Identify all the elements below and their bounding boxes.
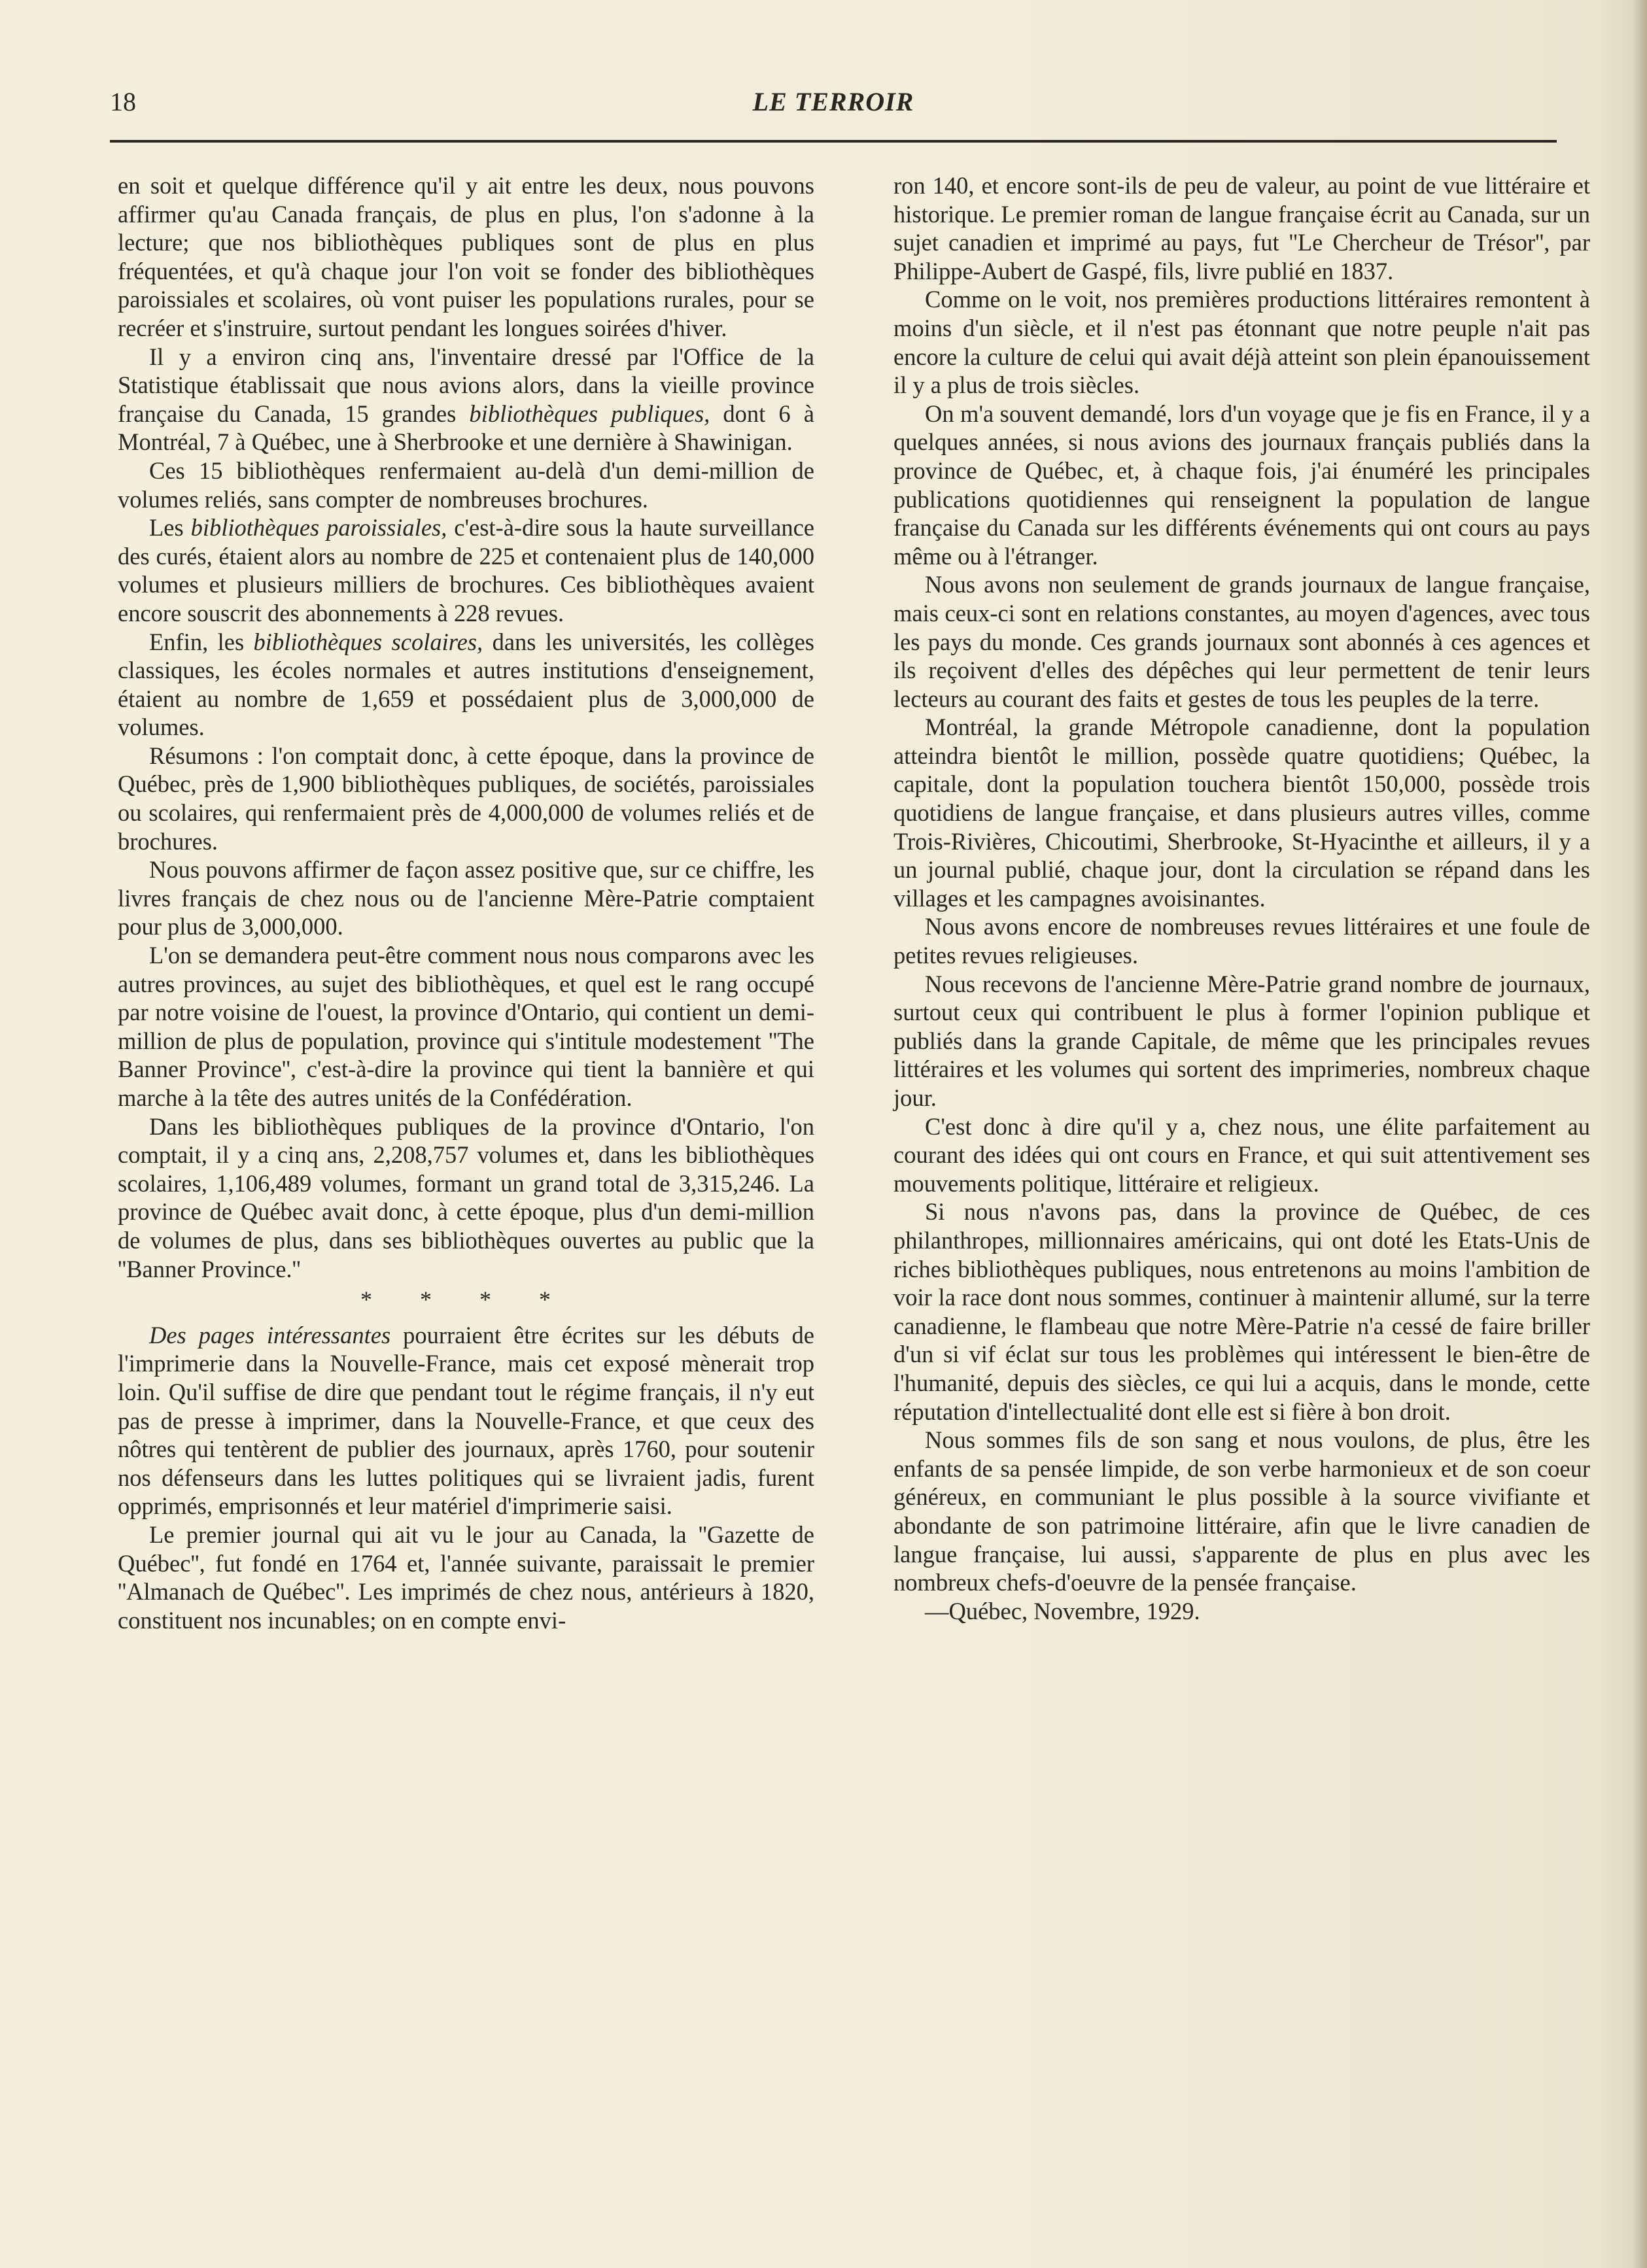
text-run: dont 6 à Montréal, 7 à Québec, une à Sherbrooke et une dernière à Shawinigan. [118, 400, 814, 456]
text-run: dans les universités, les collèges classiques, les écoles normales et autres institutions d'enseignement, étaient au nombre de 1,659 et possédaient plus de 3,000,000 de volumes. [118, 628, 814, 741]
italic-run: bibliothèques publiques, [469, 400, 710, 427]
paragraph: Nous avons encore de nombreuses revues littéraires et une foule de petites revues religieuses. [893, 913, 1590, 969]
section-separator: * * * * [360, 1286, 572, 1313]
text-run: Il y a environ cinq ans, l'inventaire dressé par l'Office de la Statistique établissait que nous avions alors, dans la vieille province française du Canada, 15 grandes [118, 343, 814, 427]
paragraph: ron 140, et encore sont-ils de peu de valeur, au point de vue littéraire et historique. Le premier roman de langue française écrit au Canada, sur un sujet canadien et imprimé au pays, fut ''Le Chercheur de Trésor'', par Philippe-Aubert de Gaspé, fils, livre publié en 1837. [893, 172, 1590, 284]
text-run: Enfin, les [149, 628, 254, 655]
left-column [118, 171, 814, 1634]
paragraph: Comme on le voit, nos premières productions littéraires remontent à moins d'un siècle, et il n'est pas étonnant que notre peuple n'ait pas encore la culture de celui qui avait déjà atteint son plein épanouissement il y a plus de trois siècles. [893, 286, 1590, 399]
paragraph: Dans les bibliothèques publiques de la province d'Ontario, l'on comptait, il y a cinq ans, 2,208,757 volumes et, dans les bibliothèques scolaires, 1,106,489 volumes, formant un grand total de 3,315,246. La province de Québec avait donc, à cette époque, plus d'un demi-million de volumes de plus, dans ses bibliothèques ouvertes au public que la ''Banner Province.'' [118, 1112, 814, 1282]
text-run: pourraient être écrites sur les débuts de l'imprimerie dans la Nouvelle-France, mais cet exposé mènerait trop loin. Qu'il suffise de dire que pendant tout le régime français, il n'y eut pas de presse à imprimer, dans la Nouvelle-France, et que ceux des nôtres qui tentèrent de publier des journaux, après 1760, pour soutenir nos défenseurs dans les luttes politiques qui se livraient jadis, furent opprimés, emprisonnés et leur matériel d'imprimerie saisi. [118, 1321, 814, 1520]
right-column [893, 171, 1590, 1625]
paragraph: Ces 15 bibliothèques renfermaient au-delà d'un demi-million de volumes reliés, sans compter de nombreuses brochures. [118, 456, 814, 513]
header-rule [110, 140, 1557, 143]
paragraph: L'on se demandera peut-être comment nous nous comparons avec les autres provinces, au sujet des bibliothèques, et quel est le rang occupé par notre voisine de l'ouest, la province d'Ontario, qui contient un demi-million de plus de population, province qui s'intitule modestement ''The Banner Province'', c'est-à-dire la province qui tient la bannière et qui marche à la tête des autres unités de la Confédération. [118, 942, 814, 1111]
italic-run: bibliothèques scolaires, [253, 628, 483, 655]
paragraph: On m'a souvent demandé, lors d'un voyage que je fis en France, il y a quelques années, si nous avions des journaux français publiés dans la province de Québec, et, à chaque fois, j'ai énuméré les principales publications quotidiennes qui renseignent la population de langue française du Canada sur les différents événements qui ont cours au pays même ou à l'étranger. [893, 400, 1590, 570]
paragraph: en soit et quelque différence qu'il y ait entre les deux, nous pouvons affirmer qu'au Canada français, de plus en plus, l'on s'adonne à la lecture; que nos bibliothèques publiques sont de plus en plus fréquentées, et qu'à chaque jour l'on voit se fonder des bibliothèques paroissiales et scolaires, où vont puiser les populations rurales, pour se recréer et s'instruire, surtout pendant les longues soirées d'hiver. [118, 172, 814, 341]
paragraph: Nous sommes fils de son sang et nous voulons, de plus, être les enfants de sa pensée limpide, de son verbe harmonieux et de son coeur généreux, en communiant le plus possible à la source vivifiante et abondante de son patrimoine littéraire, afin que le livre canadien de langue française, lui aussi, s'apparente de plus en plus avec les nombreux chefs-d'oeuvre de la pensée française. [893, 1426, 1590, 1596]
paragraph [118, 343, 814, 456]
page-header [110, 80, 1557, 119]
paragraph: Nous recevons de l'ancienne Mère-Patrie grand nombre de journaux, surtout ceux qui contribuent le plus à former l'opinion publique et publiés dans la grande Capitale, de même que les principales revues littéraires et les volumes qui sortent des imprimeries, nombreux chaque jour. [893, 970, 1590, 1111]
paragraph: C'est donc à dire qu'il y a, chez nous, une élite parfaitement au courant des idées qui ont cours en France, et qui suit attentivement ses mouvements politique, littéraire et religieux. [893, 1112, 1590, 1197]
text-run: c'est-à-dire sous la haute surveillance des curés, étaient alors au nombre de 225 et contenaient plus de 140,000 volumes et plusieurs milliers de brochures. Ces bibliothèques avaient encore souscrit des abonnements à 228 revues. [118, 514, 814, 627]
page-number: 18 [110, 87, 136, 116]
paragraph: Nous avons non seulement de grands journaux de langue française, mais ceux-ci sont en relations constantes, au moyen d'agences, avec tous les pays du monde. Ces grands journaux sont abonnés à ces agences et ils reçoivent d'elles des dépêches qui leur permettent de tenir leurs lecteurs au courant des faits et gestes de tous les peuples de la terre. [893, 571, 1590, 712]
paragraph [118, 513, 814, 627]
paragraph: Le premier journal qui ait vu le jour au Canada, la ''Gazette de Québec'', fut fondé en 1764 et, l'année suivante, paraissait le premier ''Almanach de Québec''. Les imprimés de chez nous, antérieurs à 1820, constituent nos incunables; on en compte envi- [118, 1521, 814, 1634]
paragraph: Montréal, la grande Métropole canadienne, dont la population atteindra bientôt le million, possède quatre quotidiens; Québec, la capitale, dont la population touchera bientôt 150,000, possède trois quotidiens de langue française, et dans plusieurs autres villes, comme Trois-Rivières, Chicoutimi, Sherbrooke, St-Hyacinthe et ailleurs, il y a un journal publié, chaque jour, dont la circulation se répand dans les villages et les campagnes avoisinantes. [893, 713, 1590, 912]
paragraph [118, 628, 814, 742]
page-edge-shadow [1633, 0, 1647, 2268]
running-title: LE TERROIR [752, 87, 914, 116]
paragraph: Si nous n'avons pas, dans la province de Québec, de ces philanthropes, millionnaires américains, qui ont doté les Etats-Unis de riches bibliothèques publiques, nous entretenons au moins l'ambition de voir la race dont nous sommes, continuer à maintenir allumé, sur la terre canadienne, le flambeau que notre Mère-Patrie n'a cessé de faire briller d'un si vif éclat sur tous les problèmes qui intéressent le bien-être de l'humanité, depuis des siècles, ce qui lui a acquis, dans le monde, cette réputation d'intellectualité dont elle est si fière à bon droit. [893, 1198, 1590, 1425]
paragraph: Nous pouvons affirmer de façon assez positive que, sur ce chiffre, les livres français de chez nous ou de l'ancienne Mère-Patrie comptaient pour plus de 3,000,000. [118, 856, 814, 940]
dateline-signature: —Québec, Novembre, 1929. [925, 1597, 1200, 1624]
paragraph: Résumons : l'on comptait donc, à cette époque, dans la province de Québec, près de 1,900 bibliothèques publiques, de sociétés, paroissiales ou scolaires, qui renfermaient près de 4,000,000 de volumes reliés et de brochures. [118, 742, 814, 855]
text-run: Les [149, 514, 191, 541]
paragraph [118, 1321, 814, 1521]
italic-run: bibliothèques paroissiales, [190, 514, 447, 541]
italic-run: Des pages intéressantes [149, 1321, 391, 1349]
